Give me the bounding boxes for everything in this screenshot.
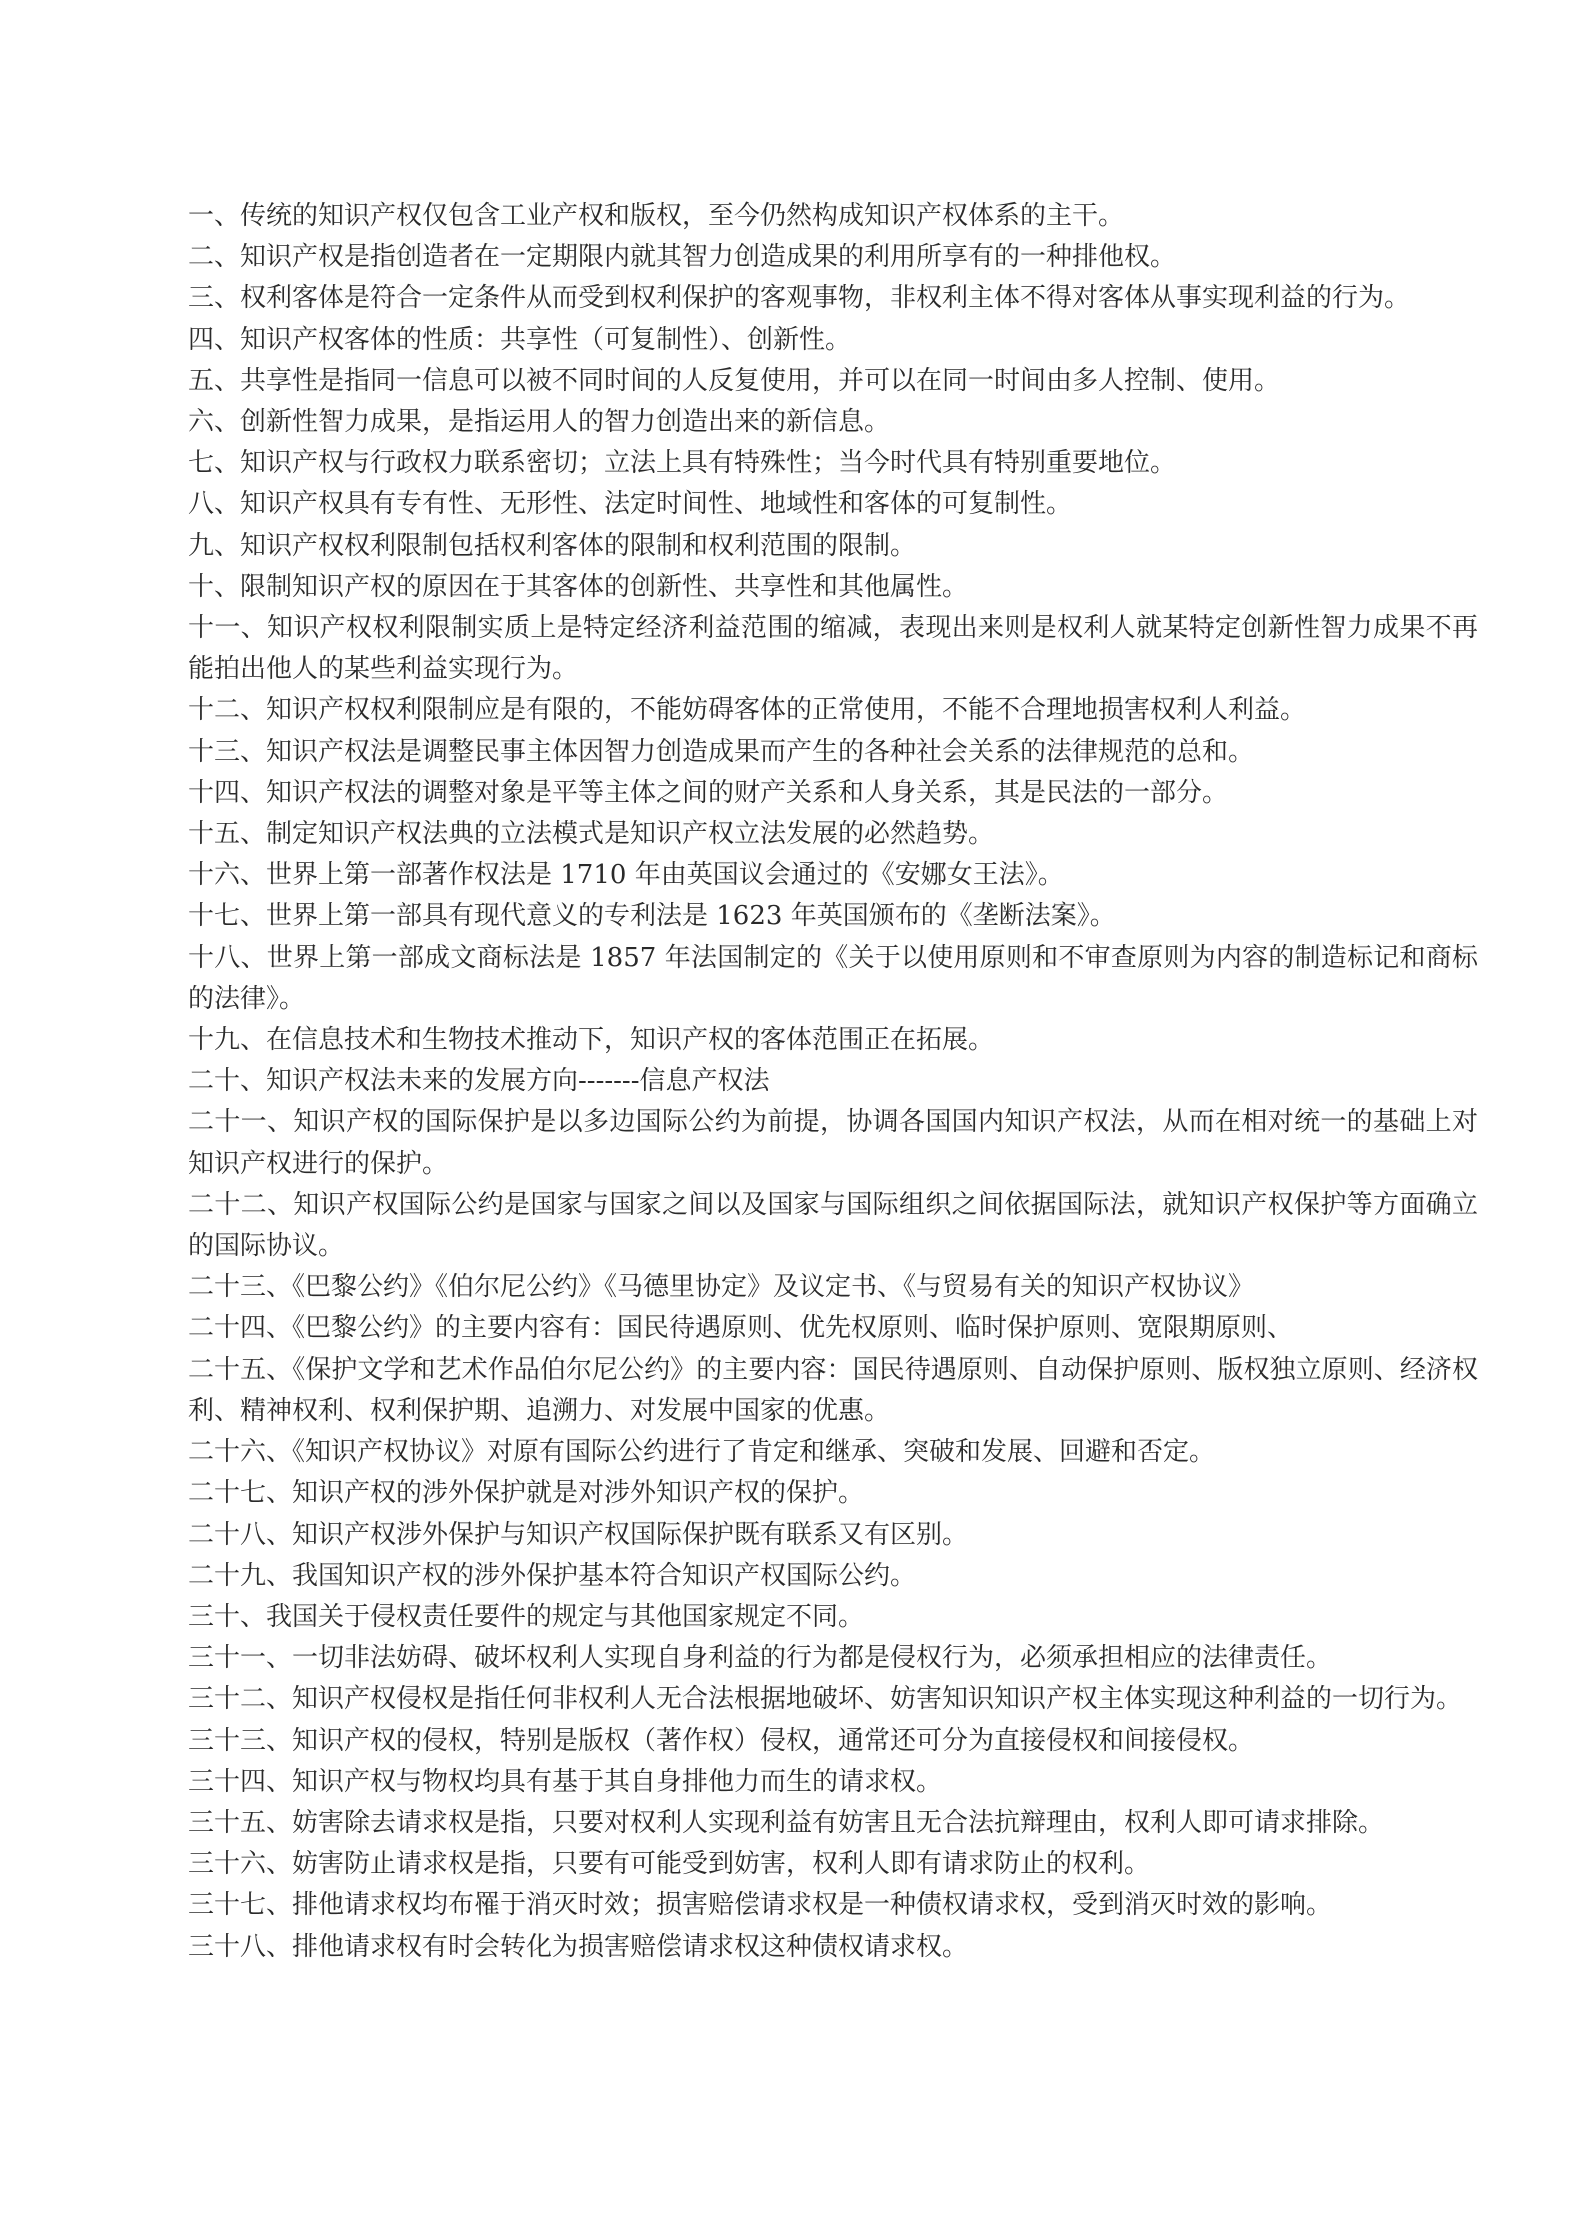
list-item: 三十五、妨害除去请求权是指，只要对权利人实现利益有妨害且无合法抗辩理由，权利人即可请求排除。 (188, 1807, 1385, 1838)
list-item: 十一、知识产权权利限制实质上是特定经济利益范围的缩减，表现出来则是权利人就某特定创新性智力成果不再能拍出他人的某些利益实现行为。 (188, 613, 1478, 685)
list-item: 三、权利客体是符合一定条件从而受到权利保护的客观事物，非权利主体不得对客体从事实现利益的行为。 (188, 283, 1411, 314)
list-item: 二十三、《巴黎公约》《伯尔尼公约》《马德里协定》及议定书、《与贸易有关的知识产权协议》 (188, 1272, 1255, 1303)
list-item: 十二、知识产权权利限制应是有限的，不能妨碍客体的正常使用，不能不合理地损害权利人利益。 (188, 695, 1307, 726)
list-item: 二十二、知识产权国际公约是国家与国家之间以及国家与国际组织之间依据国际法，就知识产权保护等方面确立的国际协议。 (188, 1189, 1478, 1262)
list-item: 十三、知识产权法是调整民事主体因智力创造成果而产生的各种社会关系的法律规范的总和。 (188, 736, 1255, 767)
list-item: 三十一、一切非法妨碍、破坏权利人实现自身利益的行为都是侵权行为，必须承担相应的法律责任。 (188, 1643, 1333, 1674)
list-item: 三十六、妨害防止请求权是指，只要有可能受到妨害，权利人即有请求防止的权利。 (188, 1849, 1151, 1880)
list-item: 二十一、知识产权的国际保护是以多边国际公约为前提，协调各国国内知识产权法，从而在相对统一的基础上对知识产权进行的保护。 (188, 1107, 1478, 1179)
list-item: 二十七、知识产权的涉外保护就是对涉外知识产权的保护。 (188, 1478, 865, 1509)
list-item: 十七、世界上第一部具有现代意义的专利法是 1623 年英国颁布的《垄断法案》。 (188, 901, 1116, 932)
list-item: 三十七、排他请求权均布罹于消灭时效；损害赔偿请求权是一种债权请求权，受到消灭时效的影响。 (188, 1890, 1333, 1921)
list-item: 十八、世界上第一部成文商标法是 1857 年法国制定的《关于以使用原则和不审查原则为内容的制造标记和商标的法律》。 (188, 942, 1478, 1014)
list-item: 十五、制定知识产权法典的立法模式是知识产权立法发展的必然趋势。 (188, 819, 995, 850)
list-item: 六、创新性智力成果，是指运用人的智力创造出来的新信息。 (188, 407, 891, 438)
list-item: 二十四、《巴黎公约》的主要内容有：国民待遇原则、优先权原则、临时保护原则、宽限期原则、 (188, 1313, 1294, 1344)
document-body (188, 196, 1478, 1968)
list-item: 三十三、知识产权的侵权，特别是版权（著作权）侵权，通常还可分为直接侵权和间接侵权。 (188, 1725, 1255, 1756)
list-item: 十四、知识产权法的调整对象是平等主体之间的财产关系和人身关系，其是民法的一部分。 (188, 777, 1229, 808)
list-item: 三十八、排他请求权有时会转化为损害赔偿请求权这种债权请求权。 (188, 1931, 969, 1962)
list-item: 五、共享性是指同一信息可以被不同时间的人反复使用，并可以在同一时间由多人控制、使用。 (188, 365, 1281, 396)
list-item: 二十五、《保护文学和艺术作品伯尔尼公约》的主要内容：国民待遇原则、自动保护原则、版权独立原则、经济权利、精神权利、权利保护期、追溯力、对发展中国家的优惠。 (188, 1354, 1478, 1426)
list-item: 三十四、知识产权与物权均具有基于其自身排他力而生的请求权。 (188, 1766, 943, 1797)
list-item: 十六、世界上第一部著作权法是 1710 年由英国议会通过的《安娜女王法》。 (188, 860, 1064, 891)
list-item: 一、传统的知识产权仅包含工业产权和版权，至今仍然构成知识产权体系的主干。 (188, 201, 1125, 231)
list-item: 三十、我国关于侵权责任要件的规定与其他国家规定不同。 (188, 1601, 865, 1632)
list-item: 九、知识产权权利限制包括权利客体的限制和权利范围的限制。 (188, 530, 917, 561)
list-item: 三十二、知识产权侵权是指任何非权利人无合法根据地破坏、妨害知识知识产权主体实现这种利益的一切行为。 (188, 1684, 1463, 1715)
list-item: 七、知识产权与行政权力联系密切；立法上具有特殊性；当今时代具有特别重要地位。 (188, 448, 1177, 479)
list-item: 二十八、知识产权涉外保护与知识产权国际保护既有联系又有区别。 (188, 1519, 969, 1550)
list-item: 八、知识产权具有专有性、无形性、法定时间性、地域性和客体的可复制性。 (188, 489, 1073, 520)
list-item: 二十六、《知识产权协议》对原有国际公约进行了肯定和继承、突破和发展、回避和否定。 (188, 1437, 1216, 1468)
list-item: 二十、知识产权法未来的发展方向-------信息产权法 (188, 1066, 770, 1097)
list-item: 十、限制知识产权的原因在于其客体的创新性、共享性和其他属性。 (188, 571, 969, 602)
list-item: 二、知识产权是指创造者在一定期限内就其智力创造成果的利用所享有的一种排他权。 (188, 242, 1177, 273)
list-item: 四、知识产权客体的性质：共享性（可复制性）、创新性。 (188, 324, 852, 355)
list-item: 二十九、我国知识产权的涉外保护基本符合知识产权国际公约。 (188, 1560, 917, 1591)
list-item: 十九、在信息技术和生物技术推动下，知识产权的客体范围正在拓展。 (188, 1025, 995, 1056)
